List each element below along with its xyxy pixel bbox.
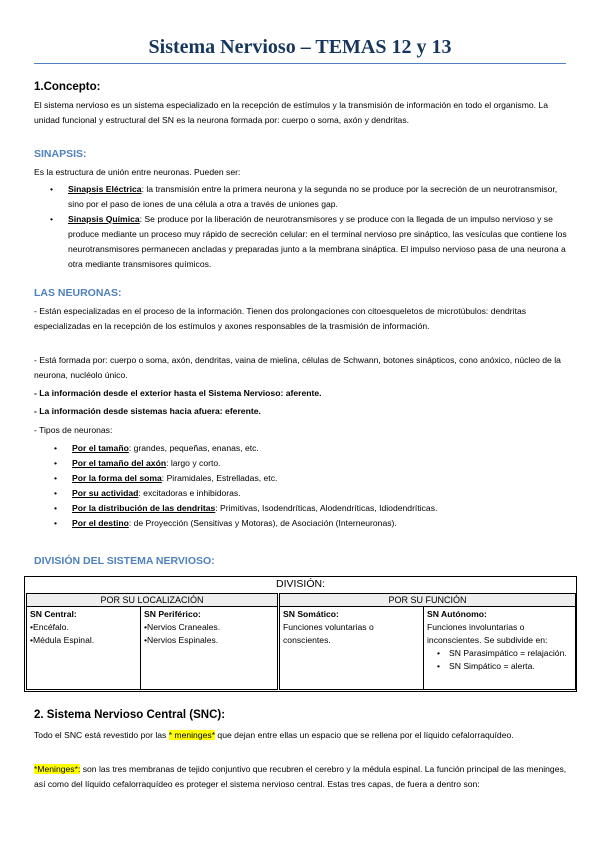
neuronas-eferente: - La información desde sistemas hacia afuera: eferente. <box>34 406 261 416</box>
highlight-meninges-def: *Meninges*: <box>34 764 81 774</box>
sn-periferico-cell: SN Periférico: • Nervios Craneales. • Nervios Espinales. <box>141 606 277 689</box>
list-item: • Encéfalo. <box>30 621 137 634</box>
funcion-table <box>279 593 576 690</box>
list-item: • Por la distribución de las dendritas: Primitivas, Isodendríticas, Alodendríticas, Idiodendríticas. <box>34 501 570 516</box>
localizacion-table <box>26 593 278 690</box>
funcion-header: POR SU FUNCIÓN <box>280 594 575 607</box>
list-item: • Nervios Espinales. <box>144 634 274 647</box>
division-table <box>24 576 577 692</box>
section-heading-snc: 2. Sistema Nervioso Central (SNC): <box>34 709 226 721</box>
snc-paragraph-2: *Meninges*: son las tres membranas de tejido conjuntivo que recubren el cerebro y la médula espinal. La función principal de las meninges, así como del líquido cefalorraquídeo es proteger el sistema nervioso central. Estas tres capas, de fuera a dentro son: <box>34 764 567 789</box>
document-title: Sistema Nervioso – TEMAS 12 y 13 <box>148 36 452 58</box>
snc-paragraph-1: Todo el SNC está revestido por las * meninges* que dejan entre ellas un espacio que se rellena por el líquido cefalorraquídeo. <box>34 730 514 740</box>
section-heading-neuronas: LAS NEURONAS: <box>34 287 122 299</box>
list-item: • Por el tamaño del axón: largo y corto. <box>34 456 570 471</box>
sn-autonomo-cell: SN Autónomo: Funciones involuntarias o inconscientes. Se subdivide en: • SN Parasimpático = relajación. • SN Simpático = alerta. <box>424 606 575 689</box>
sn-central-cell: SN Central: • Encéfalo. • Médula Espinal. <box>27 606 141 689</box>
list-item: • Sinapsis Química: Se produce por la liberación de neurotransmisores y se produce con la llegada de un impulso nervioso y se produce mediante un proceso muy rápido de secreción celular: en el terminal nervioso pre sináptico, las vesículas que contiene los neurotransmisores permanecen ancladas y preparadas junto a la membrana sináptica. El impulso nervioso pasa de una neurona a otra mediante transmisores químicos. <box>34 212 570 272</box>
neuronas-paragraph-2: - Está formada por: cuerpo o soma, axón, dendritas, vaina de mielina, células de Schwann, botones sinápticos, cono anóxico, núcleo de la neurona, nucléolo único. <box>34 355 561 380</box>
concepto-paragraph: El sistema nervioso es un sistema especializado en la recepción de estímulos y la transmisión de información en todo el organismo. La unidad funcional y estructural del SN es la neurona formada por: cuerpo o soma, axón y dendritas. <box>34 100 548 125</box>
neuronas-tipos-list <box>34 441 570 531</box>
list-item: • Por el tamaño: grandes, pequeñas, enanas, etc. <box>34 441 570 456</box>
neuronas-aferente: - La información desde el exterior hasta el Sistema Nervioso: aferente. <box>34 388 322 398</box>
title-underline <box>34 63 566 64</box>
section-heading-division: DIVISIÓN DEL SISTEMA NERVIOSO: <box>34 555 215 567</box>
list-item: • Médula Espinal. <box>30 634 137 647</box>
localizacion-header: POR SU LOCALIZACIÓN <box>27 594 277 607</box>
section-heading-concepto: 1.Concepto: <box>34 81 101 93</box>
list-item: • Por el destino: de Proyección (Sensitivas y Motoras), de Asociación (Interneuronas). <box>34 516 570 531</box>
list-item: • SN Parasimpático = relajación. <box>427 647 572 660</box>
list-item: • Nervios Craneales. <box>144 621 274 634</box>
sinapsis-intro: Es la estructura de unión entre neuronas. Pueden ser: <box>34 167 241 177</box>
highlight-meninges: * meninges* <box>168 730 216 740</box>
section-heading-sinapsis: SINAPSIS: <box>34 148 87 160</box>
list-item: • Por su actividad: excitadoras e inhibidoras. <box>34 486 570 501</box>
list-item: • Sinapsis Eléctrica: la transmisión entre la primera neurona y la segunda no se produce por la secreción de un neurotransmisor, sino por el paso de iones de una célula a otra a través de uniones gap. <box>34 182 570 212</box>
sinapsis-list <box>34 182 570 272</box>
division-table-title: DIVISIÓN: <box>275 578 325 590</box>
sn-somatico-cell: SN Somático: Funciones voluntarias o conscientes. <box>280 606 424 689</box>
list-item: • SN Simpático = alerta. <box>427 660 572 673</box>
list-item: • Por la forma del soma: Piramidales, Estrelladas, etc. <box>34 471 570 486</box>
neuronas-tipos-intro: - Tipos de neuronas: <box>34 425 113 435</box>
neuronas-paragraph-1: - Están especializadas en el proceso de la información. Tienen dos prolongaciones con citoesqueletos de microtúbulos: dendritas especializadas en la recepción de los estímulos y axones responsables de la trasmisión de información. <box>34 306 527 331</box>
